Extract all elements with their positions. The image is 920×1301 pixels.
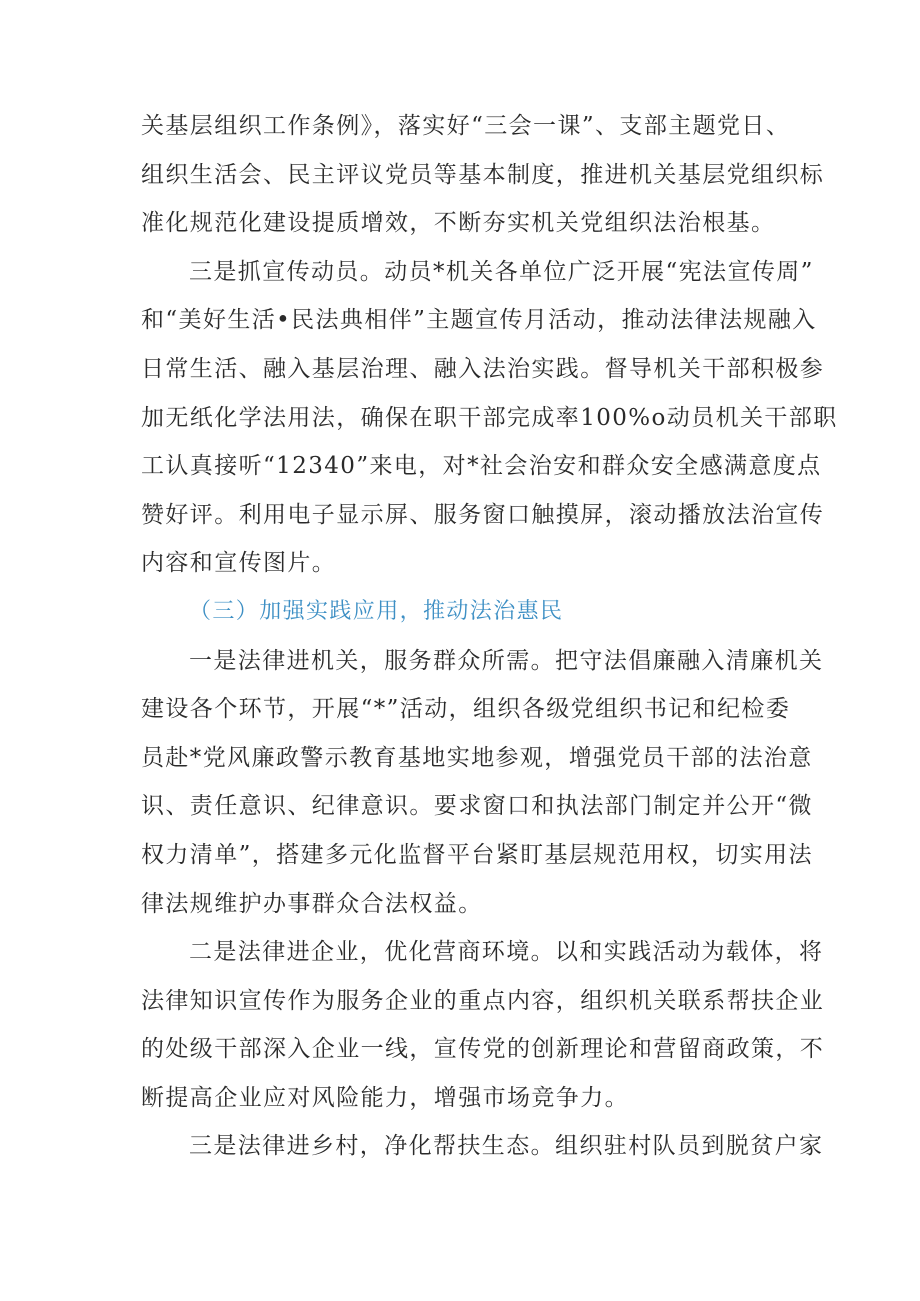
text-line: 和“美好生活•民法典相伴”主题宣传月活动，推动法律法规融入 (141, 307, 817, 334)
text-line: 断提高企业应对风险能力，增强市场竞争力。 (141, 1084, 629, 1111)
paragraph-start: 一是法律进机关，服务群众所需。把守法倡廉融入清廉机关 (189, 647, 824, 674)
document-body (141, 102, 838, 1171)
text-line: 组织生活会、民主评议党员等基本制度，推进机关基层党组织标 (141, 161, 825, 188)
text-line: 准化规范化建设提质增效，不断夯实机关党组织法治根基。 (141, 210, 776, 237)
section-heading: （三）加强实践应用，推动法治惠民 (189, 598, 564, 624)
text-line: 建设各个环节，开展“*”活动，组织各级党组织书记和纪检委 (141, 696, 791, 723)
text-line: 识、责任意识、纪律意识。要求窗口和执法部门制定并公开“微 (141, 793, 813, 820)
text-line: 内容和宣传图片。 (141, 550, 337, 577)
paragraph-start: 二是法律进企业，优化营商环境。以和实践活动为载体，将 (189, 939, 824, 966)
text-line: 律法规维护办事群众合法权益。 (141, 890, 483, 917)
text-line: 加无纸化学法用法，确保在职干部完成率100%o动员机关干部职 (141, 404, 838, 431)
text-line: 赞好评。利用电子显示屏、服务窗口触摸屏，滚动播放法治宣传 (141, 501, 825, 528)
text-line: 员赴*党风廉政警示教育基地实地参观，增强党员干部的法治意 (141, 744, 813, 771)
text-line: 日常生活、融入基层治理、融入法治实践。督导机关干部积极参 (141, 355, 825, 382)
paragraph-start: 三是法律进乡村，净化帮扶生态。组织驻村队员到脱贫户家 (189, 1133, 824, 1160)
text-line: 工认真接听“12340”来电，对*社会治安和群众安全感满意度点 (141, 453, 822, 480)
paragraph-start: 三是抓宣传动员。动员*机关各单位广泛开展“宪法宣传周” (189, 258, 814, 285)
text-line: 法律知识宣传作为服务企业的重点内容，组织机关联系帮扶企业 (141, 987, 825, 1014)
text-line: 的处级干部深入企业一线，宣传党的创新理论和营留商政策，不 (141, 1036, 825, 1063)
text-line: 关基层组织工作条例》，落实好“三会一课”、支部主题党日、 (141, 113, 791, 139)
text-line: 权力清单”，搭建多元化监督平台紧盯基层规范用权，切实用法 (141, 841, 813, 868)
